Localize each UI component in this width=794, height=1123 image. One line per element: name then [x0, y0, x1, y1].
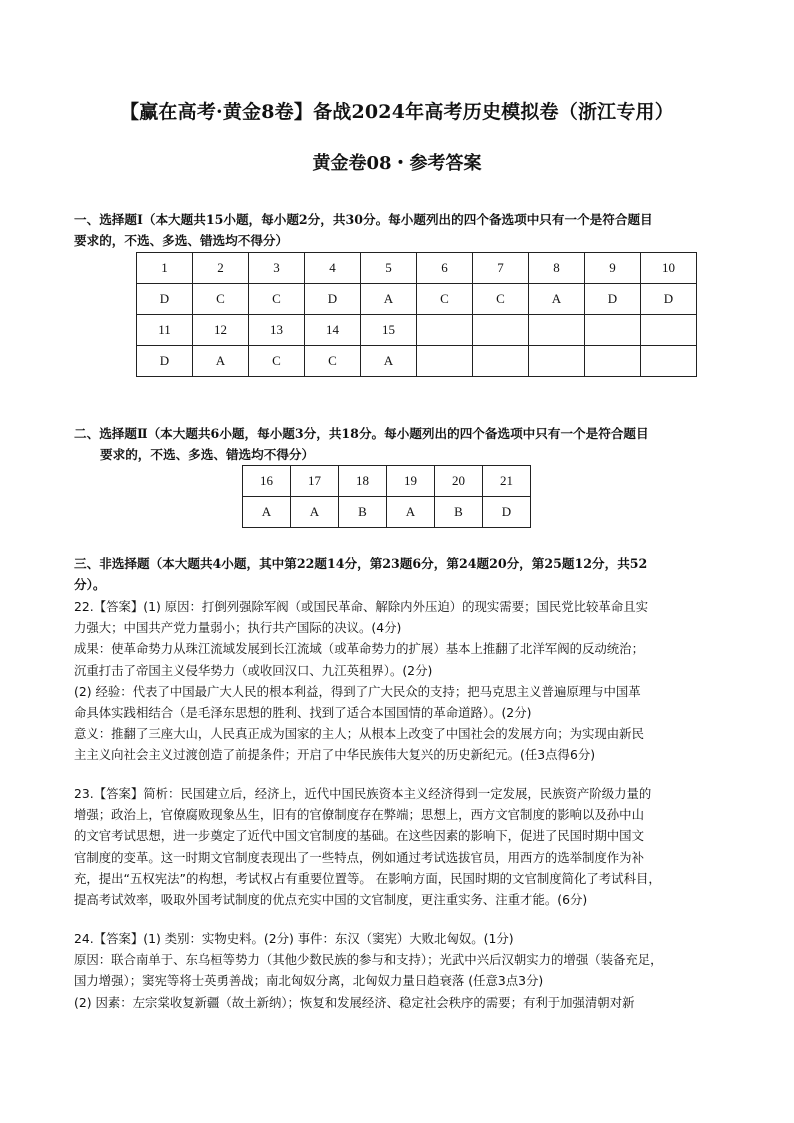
section-2-line-1: 二、选择题Ⅱ（本大题共6小题，每小题3分，共18分。每小题列出的四个备选项中只有一个是符合题目	[74, 426, 649, 441]
section-3-line-1: 三、非选择题（本大题共4小题，其中第22题14分，第23题6分，第24题20分，第25题12分，共52	[74, 556, 648, 571]
answer-22-line: 力强大；中国共产党力量弱小；执行共产国际的决议。(4分)	[74, 620, 402, 636]
answer-table1-cell: 11	[137, 315, 193, 346]
section-3-line-2: 分）。	[74, 577, 106, 592]
answer-table1-cell: C	[305, 346, 361, 377]
answer-table2-cell: 19	[387, 466, 435, 497]
answer-22-line: 22.【答案】(1) 原因：打倒列强除军阀（或国民革命、解除内外压迫）的现实需要；国民党比较革命且实	[74, 599, 648, 614]
answer-table2-cell: 16	[243, 466, 291, 497]
section-1-heading	[74, 209, 734, 251]
section-2-line-2: 要求的，不选、多选、错选均不得分）	[100, 447, 315, 462]
answer-table1-cell	[417, 346, 473, 377]
answer-23-line: 提高考试效率，吸取外国考试制度的优点充实中国的文官制度，更注重实务、注重才能。(6分)	[74, 892, 588, 908]
answer-table1-cell: D	[137, 346, 193, 377]
answer-24-line: 国力增强）；窦宪等将士英勇善战；南北匈奴分离，北匈奴力量日趋衰落 (任意3点3分)	[74, 973, 544, 989]
answer-table1-cell: A	[193, 346, 249, 377]
document-subtitle: 黄金卷08・参考答案	[312, 153, 482, 174]
answer-table1-cell: 13	[249, 315, 305, 346]
answer-24-line: (2) 因素：左宗棠收复新疆（故土新纳）；恢复和发展经济、稳定社会秩序的需要；有利于加强清朝对新	[74, 994, 635, 1010]
answer-23-line: 充，提出“五权宪法”的构想，考试权占有重要位置等。 在影响方面，民国时期的文官制度简化了考试科目，	[74, 870, 661, 886]
answer-table1-cell	[529, 346, 585, 377]
answer-table1-cell	[641, 315, 697, 346]
answer-table1-cell: 15	[361, 315, 417, 346]
answer-table-1	[136, 252, 697, 377]
answer-22-line: 沉重打击了帝国主义侵华势力（或收回汉口、九江英租界）。(2分)	[74, 662, 433, 678]
answer-table1-cell: 5	[361, 253, 417, 284]
answer-table1-cell: A	[361, 346, 417, 377]
answer-table1-cell: D	[641, 284, 697, 315]
answer-table2-cell: D	[483, 497, 531, 528]
answer-table-2	[242, 465, 531, 528]
answer-table1-cell: D	[137, 284, 193, 315]
answer-table1-cell: 7	[473, 253, 529, 284]
answer-table1-cell: D	[585, 284, 641, 315]
answer-23-line: 的文官考试思想，进一步奠定了近代中国文官制度的基础。在这些因素的影响下，促进了民国时期中国文	[74, 828, 644, 844]
answer-23	[74, 783, 734, 910]
answer-table1-cell: C	[249, 346, 305, 377]
document-title: 【赢在高考·黄金8卷】备战2024年高考历史模拟卷（浙江专用）	[120, 101, 674, 123]
answer-table1-row	[137, 315, 697, 346]
answer-22-line: (2) 经验：代表了中国最广大人民的根本利益，得到了广大民众的支持；把马克思主义普遍原理与中国革	[74, 683, 641, 699]
answer-table1-cell: 9	[585, 253, 641, 284]
answer-table1-cell	[641, 346, 697, 377]
answer-table2-cell: A	[291, 497, 339, 528]
answer-22	[74, 596, 734, 766]
answer-table2-cell: B	[435, 497, 483, 528]
answer-table1-cell: C	[473, 284, 529, 315]
section-3-heading	[74, 553, 734, 595]
answer-table2-cell: 20	[435, 466, 483, 497]
answer-table1-cell	[473, 315, 529, 346]
answer-table2-cell: A	[387, 497, 435, 528]
answer-table2-cell: 18	[339, 466, 387, 497]
answer-table1-cell: 12	[193, 315, 249, 346]
answer-table1-cell: A	[361, 284, 417, 315]
answer-table1-cell: C	[249, 284, 305, 315]
answer-22-line: 主主义向社会主义过渡创造了前提条件；开启了中华民族伟大复兴的历史新纪元。(任3点得6分)	[74, 747, 596, 763]
answer-table1-cell: D	[305, 284, 361, 315]
answer-table1-cell	[585, 315, 641, 346]
answer-22-line: 意义：推翻了三座大山，人民真正成为国家的主人；从根本上改变了中国社会的发展方向；为实现由新民	[74, 726, 644, 742]
answer-table2-cell: 17	[291, 466, 339, 497]
answer-table1-cell: 8	[529, 253, 585, 284]
answer-table2-cell: 21	[483, 466, 531, 497]
answer-table1-cell: A	[529, 284, 585, 315]
answer-table2-row	[243, 497, 531, 528]
answer-22-line: 命具体实践相结合（是毛泽东思想的胜利、找到了适合本国国情的革命道路）。(2分)	[74, 705, 532, 721]
answer-table1-cell: 10	[641, 253, 697, 284]
answer-24	[74, 928, 734, 1013]
answer-table2-cell: B	[339, 497, 387, 528]
answer-table1-cell: 6	[417, 253, 473, 284]
answer-table1-cell: 4	[305, 253, 361, 284]
answer-23-line: 23.【答案】简析：民国建立后，经济上，近代中国民族资本主义经济得到一定发展，民族资产阶级力量的	[74, 786, 652, 801]
answer-table1-cell: 2	[193, 253, 249, 284]
answer-table1-row	[137, 253, 697, 284]
answer-table1-cell	[417, 315, 473, 346]
answer-table1-cell: C	[417, 284, 473, 315]
answer-23-line: 官制度的变革。这一时期文官制度表现出了一些特点，例如通过考试选拔官员，用西方的选举制度作为补	[74, 849, 644, 865]
answer-22-line: 成果：使革命势力从珠江流域发展到长江流域（或革命势力的扩展）基本上推翻了北洋军阀的反动统治；	[74, 641, 644, 657]
answer-table1-cell: 1	[137, 253, 193, 284]
answer-table1-cell: C	[193, 284, 249, 315]
answer-24-line: 24.【答案】(1) 类别：实物史料。(2分) 事件：东汉（窦宪）大败北匈奴。(1分)	[74, 931, 514, 946]
answer-table1-cell	[585, 346, 641, 377]
answer-table1-cell: 3	[249, 253, 305, 284]
answer-23-line: 增强；政治上，官僚腐败现象丛生，旧有的官僚制度存在弊端；思想上，西方文官制度的影响以及孙中山	[74, 807, 644, 823]
answer-table1-cell	[473, 346, 529, 377]
section-1-line-2: 要求的，不选、多选、错选均不得分）	[74, 233, 289, 248]
answer-24-line: 原因：联合南单于、东乌桓等势力（其他少数民族的参与和支持）；光武中兴后汉朝实力的增强（装备充足，	[74, 952, 663, 968]
section-1-line-1: 一、选择题Ⅰ（本大题共15小题，每小题2分，共30分。每小题列出的四个备选项中只有一个是符合题目	[74, 212, 653, 227]
answer-table1-cell: 14	[305, 315, 361, 346]
section-2-heading	[74, 423, 734, 465]
answer-table1-row	[137, 284, 697, 315]
answer-table2-row	[243, 466, 531, 497]
answer-table1-row	[137, 346, 697, 377]
answer-table2-cell: A	[243, 497, 291, 528]
answer-table1-cell	[529, 315, 585, 346]
